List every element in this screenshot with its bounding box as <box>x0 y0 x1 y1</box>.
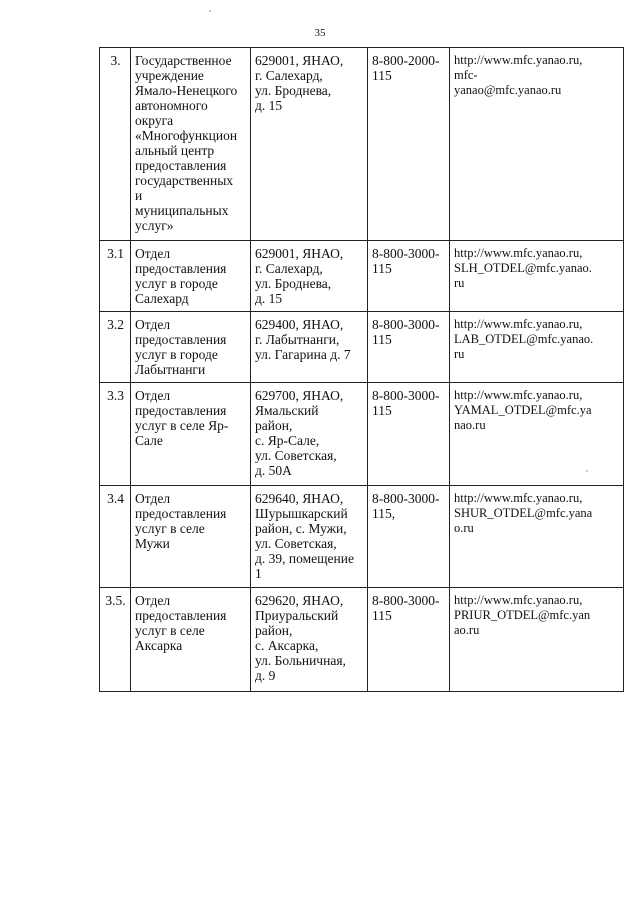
phone-number: 8-800-3000- 115 <box>368 383 450 486</box>
table-row <box>100 312 624 383</box>
institution-name: Отдел предоставления услуг в селе Мужи <box>131 486 251 588</box>
row-number: 3. <box>100 48 131 241</box>
address: 629001, ЯНАО, г. Салехард, ул. Броднева, д. 15 <box>251 48 368 241</box>
address: 629640, ЯНАО, Шурышкарский район, с. Мужи, ул. Советская, д. 39, помещение 1 <box>251 486 368 588</box>
address: 629700, ЯНАО, Ямальский район, с. Яр-Сале, ул. Советская, д. 50А <box>251 383 368 486</box>
website-email: http://www.mfc.yanao.ru, PRIUR_OTDEL@mfc.yan ao.ru <box>450 588 624 692</box>
phone-number: 8-800-3000- 115 <box>368 241 450 312</box>
table-row <box>100 383 624 486</box>
website-email: http://www.mfc.yanao.ru, mfc- yanao@mfc.yanao.ru <box>450 48 624 241</box>
table-row <box>100 486 624 588</box>
row-number: 3.3 <box>100 383 131 486</box>
website-email: http://www.mfc.yanao.ru, LAB_OTDEL@mfc.yanao. ru <box>450 312 624 383</box>
row-number: 3.4 <box>100 486 131 588</box>
row-number: 3.5. <box>100 588 131 692</box>
website-email: http://www.mfc.yanao.ru, SLH_OTDEL@mfc.yanao. ru <box>450 241 624 312</box>
address: 629620, ЯНАО, Приуральский район, с. Аксарка, ул. Больничная, д. 9 <box>251 588 368 692</box>
institution-name: Отдел предоставления услуг в городе Лабытнанги <box>131 312 251 383</box>
website-email: http://www.mfc.yanao.ru, YAMAL_OTDEL@mfc.ya nao.ru <box>450 383 624 486</box>
phone-number: 8-800-3000- 115 <box>368 588 450 692</box>
phone-number: 8-800-3000- 115 <box>368 312 450 383</box>
phone-number: 8-800-3000- 115, <box>368 486 450 588</box>
institution-name: Отдел предоставления услуг в городе Салехард <box>131 241 251 312</box>
phone-number: 8-800-2000- 115 <box>368 48 450 241</box>
mfc-offices-table <box>99 47 624 692</box>
row-number: 3.2 <box>100 312 131 383</box>
row-number: 3.1 <box>100 241 131 312</box>
table-row <box>100 241 624 312</box>
table-row <box>100 588 624 692</box>
page-number: 35 <box>314 27 326 39</box>
institution-name: Государственное учреждение Ямало-Ненецкого автономного округа «Многофункцион альный центр предоставления государственных и муниципальных услуг» <box>131 48 251 241</box>
scan-speck <box>209 10 211 12</box>
institution-name: Отдел предоставления услуг в селе Яр- Сале <box>131 383 251 486</box>
table-row <box>100 48 624 241</box>
address: 629400, ЯНАО, г. Лабытнанги, ул. Гагарина д. 7 <box>251 312 368 383</box>
address: 629001, ЯНАО, г. Салехард, ул. Броднева, д. 15 <box>251 241 368 312</box>
institution-name: Отдел предоставления услуг в селе Аксарка <box>131 588 251 692</box>
website-email: http://www.mfc.yanao.ru, SHUR_OTDEL@mfc.yana o.ru <box>450 486 624 588</box>
